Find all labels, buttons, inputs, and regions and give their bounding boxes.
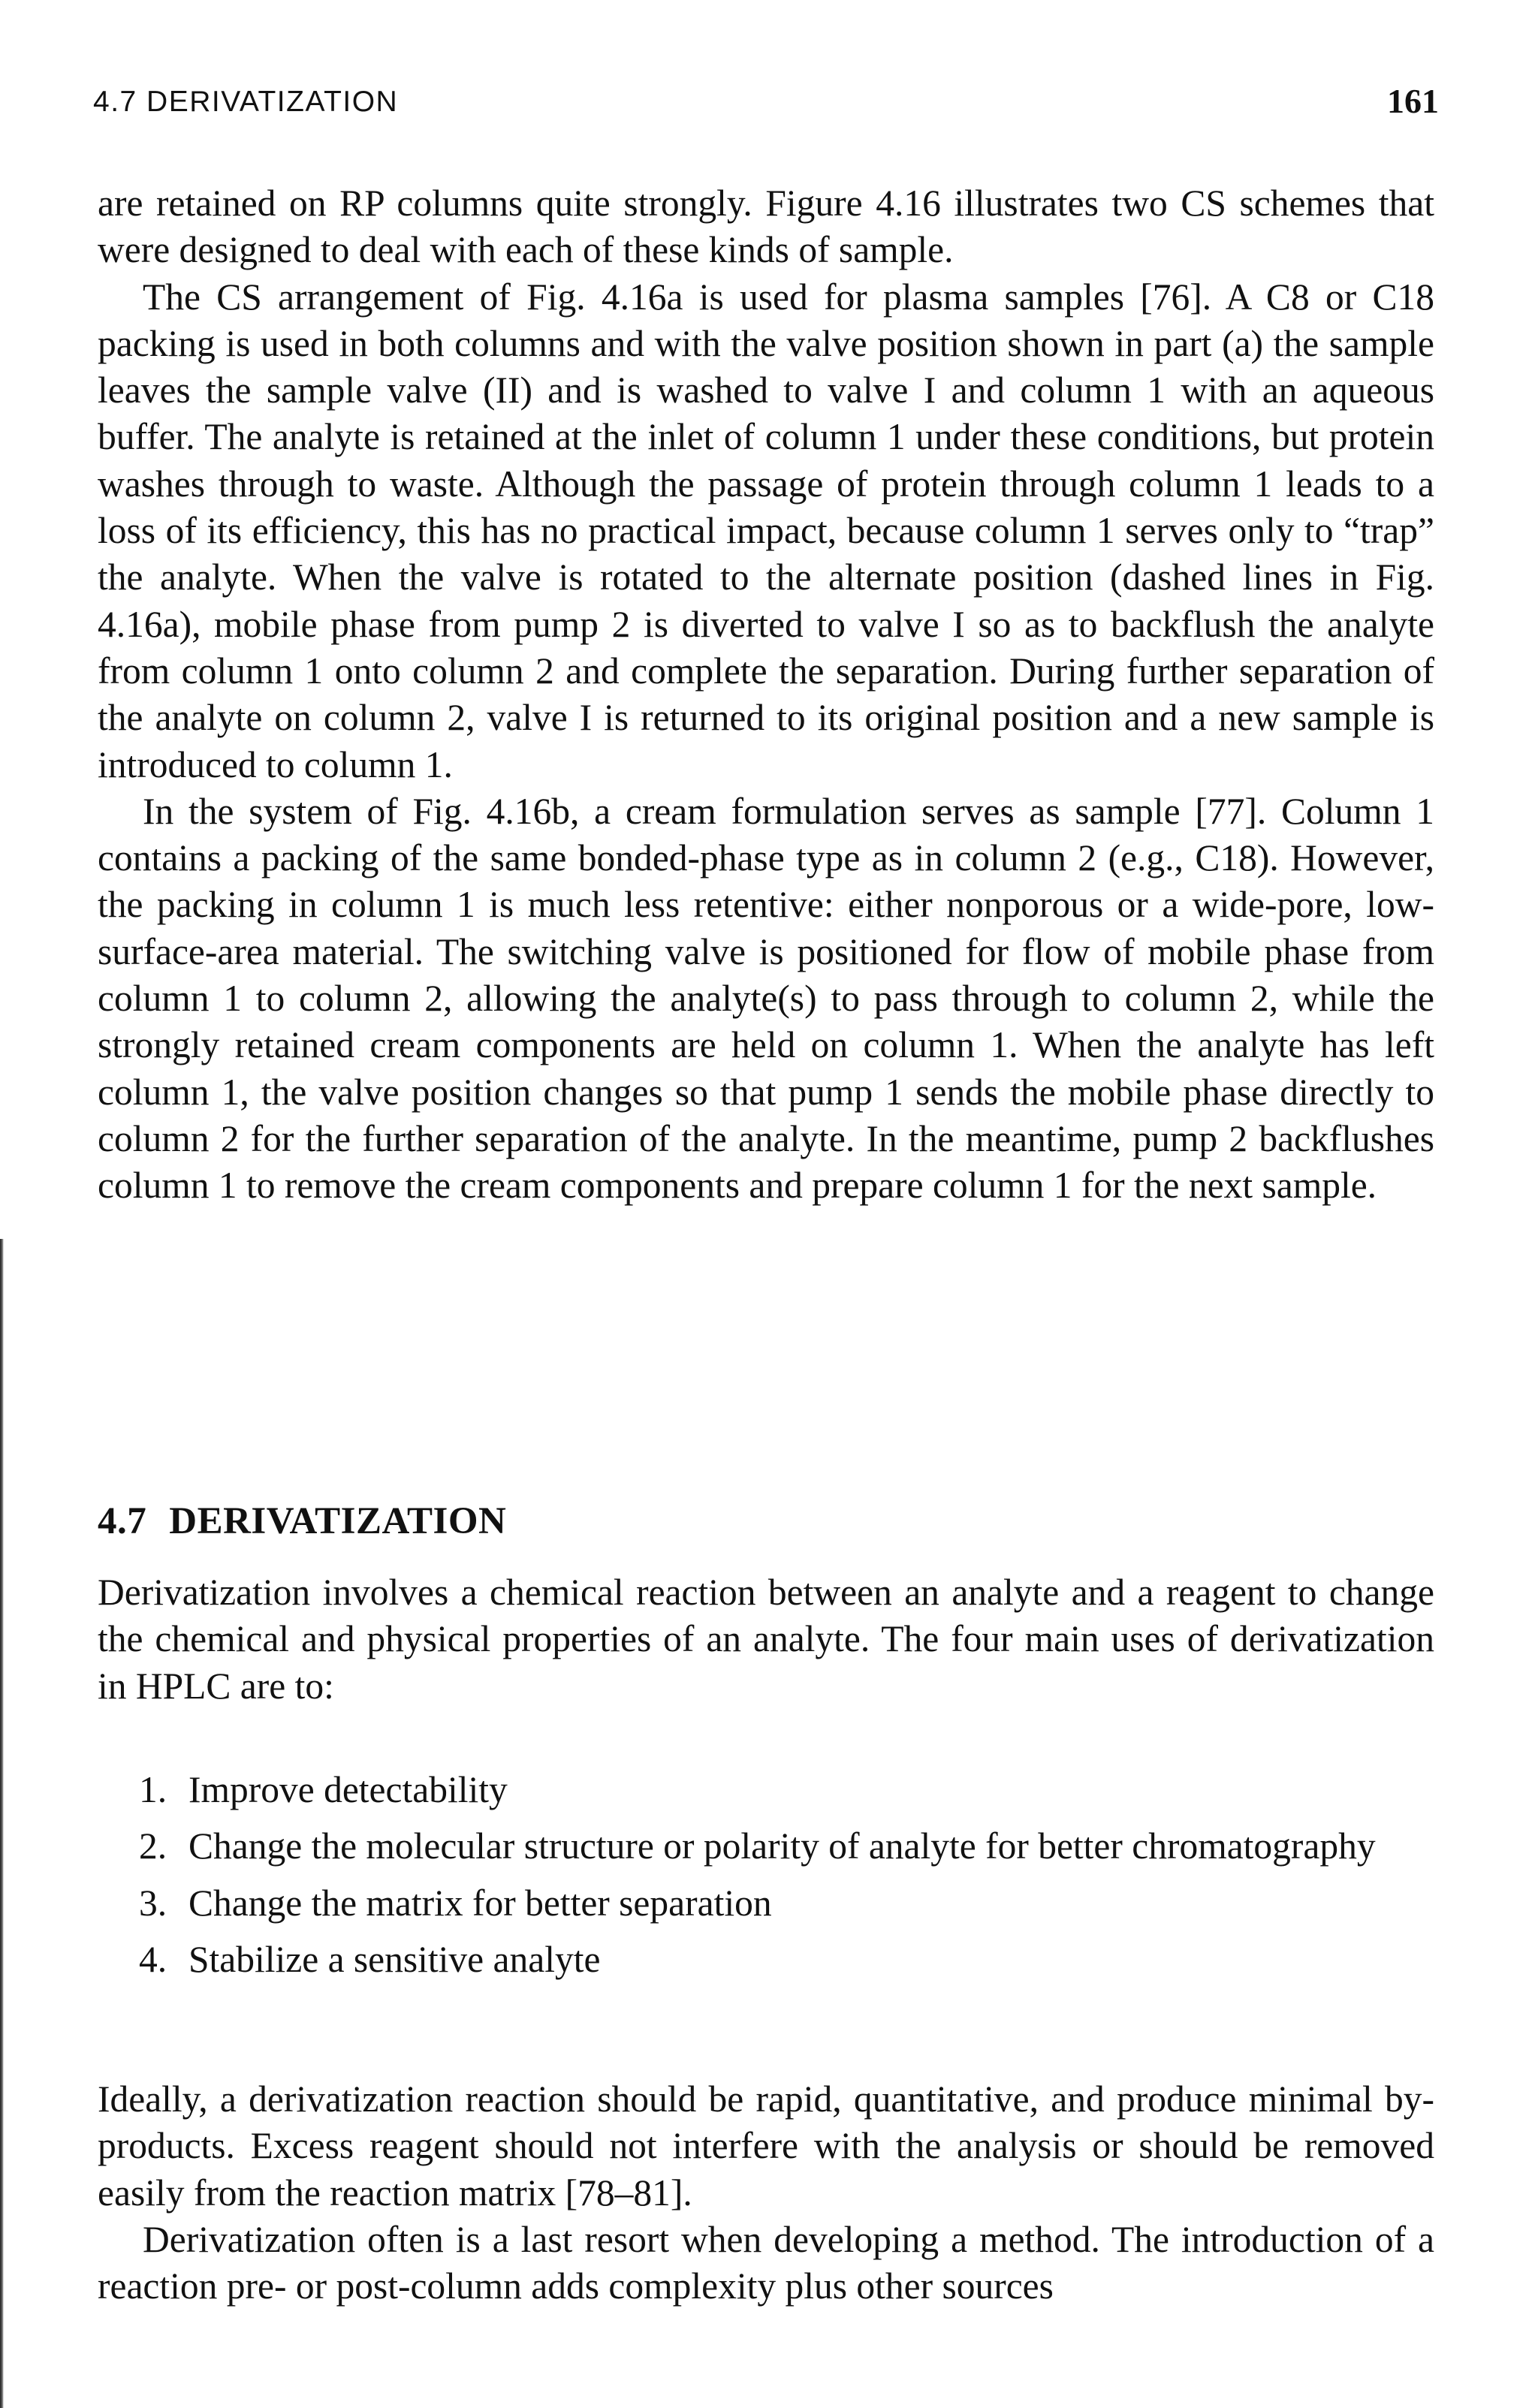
paragraph-last-resort: Derivatization often is a last resort when developing a method. The introduction of a reaction pre- or post-column adds complexity plus other sources	[98, 2218, 1434, 2307]
running-head-title: 4.7 DERIVATIZATION	[93, 86, 399, 118]
paragraph-derivatization-intro: Derivatization involves a chemical reaction between an analyte and a reagent to change the chemical and physical properties of an analyte. The four main uses of derivatization in HPLC are to:	[98, 1572, 1434, 1707]
list-item	[139, 1880, 1431, 1927]
paragraph-continuation: are retained on RP columns quite strongly. Figure 4.16 illustrates two CS schemes that were designed to deal with each of these kinds of sample.	[98, 182, 1434, 271]
section-heading	[98, 1499, 506, 1543]
list-item-number: 1.	[139, 1769, 167, 1810]
intro-text-block	[98, 180, 1434, 1210]
page-number: 161	[1387, 82, 1439, 120]
list-item-number: 4.	[139, 1938, 167, 1980]
list-item-number: 3.	[139, 1882, 167, 1924]
paragraph-ideal-reaction: Ideally, a derivatization reaction should be rapid, quantitative, and produce minimal by-products. Excess reagent should not interfere with the analysis or should be removed easily from the reaction matrix [78–81].	[98, 2078, 1434, 2214]
list-item	[139, 1767, 1431, 1813]
list-item	[139, 1823, 1431, 1870]
derivatization-uses-list	[139, 1767, 1431, 1993]
list-item-number: 2.	[139, 1825, 167, 1867]
list-item-text: Stabilize a sensitive analyte	[188, 1938, 601, 1980]
section-title: DERIVATIZATION	[169, 1500, 507, 1543]
running-head	[93, 81, 1439, 126]
section-number: 4.7	[98, 1500, 147, 1543]
list-item-text: Improve detectability	[188, 1769, 508, 1810]
derivatization-closing-block	[98, 2076, 1434, 2310]
list-item	[139, 1936, 1431, 1983]
list-item-text: Change the molecular structure or polarity of analyte for better chromatography	[188, 1825, 1376, 1867]
paragraph-plasma-cs: The CS arrangement of Fig. 4.16a is used for plasma samples [76]. A C8 or C18 packing is used in both columns and with the valve position shown in part (a) the sample leaves the sample valve (II) and is washed to valve I and column 1 with an aqueous buffer. The analyte is retained at the inlet of column 1 under these conditions, but protein washes through to waste. Although the passage of protein through column 1 leads to a loss of its efficiency, this has no practical impact, because column 1 serves only to “trap” the analyte. When the valve is rotated to the alternate position (dashed lines in Fig. 4.16a), mobile phase from pump 2 is diverted to valve I so as to backflush the analyte from column 1 onto column 2 and complete the separation. During further separation of the analyte on column 2, valve I is returned to its original position and a new sample is introduced to column 1.	[98, 276, 1434, 785]
derivatization-intro-block	[98, 1569, 1434, 1710]
paragraph-cream-cs: In the system of Fig. 4.16b, a cream formulation serves as sample [77]. Column 1 contains a packing of the same bonded-phase type as in column 2 (e.g., C18). However, the packing in column 1 is much less retentive: either nonporous or a wide-pore, low-surface-area material. The switching valve is positioned for flow of mobile phase from column 1 to column 2, allowing the analyte(s) to pass through to column 2, while the strongly retained cream components are held on column 1. When the analyte has left column 1, the valve position changes so that pump 1 sends the mobile phase directly to column 2 for the further separation of the analyte. In the meantime, pump 2 backflushes column 1 to remove the cream components and prepare column 1 for the next sample.	[98, 790, 1434, 1207]
list-item-text: Change the matrix for better separation	[188, 1882, 772, 1924]
scan-edge-shadow	[0, 1239, 4, 2408]
